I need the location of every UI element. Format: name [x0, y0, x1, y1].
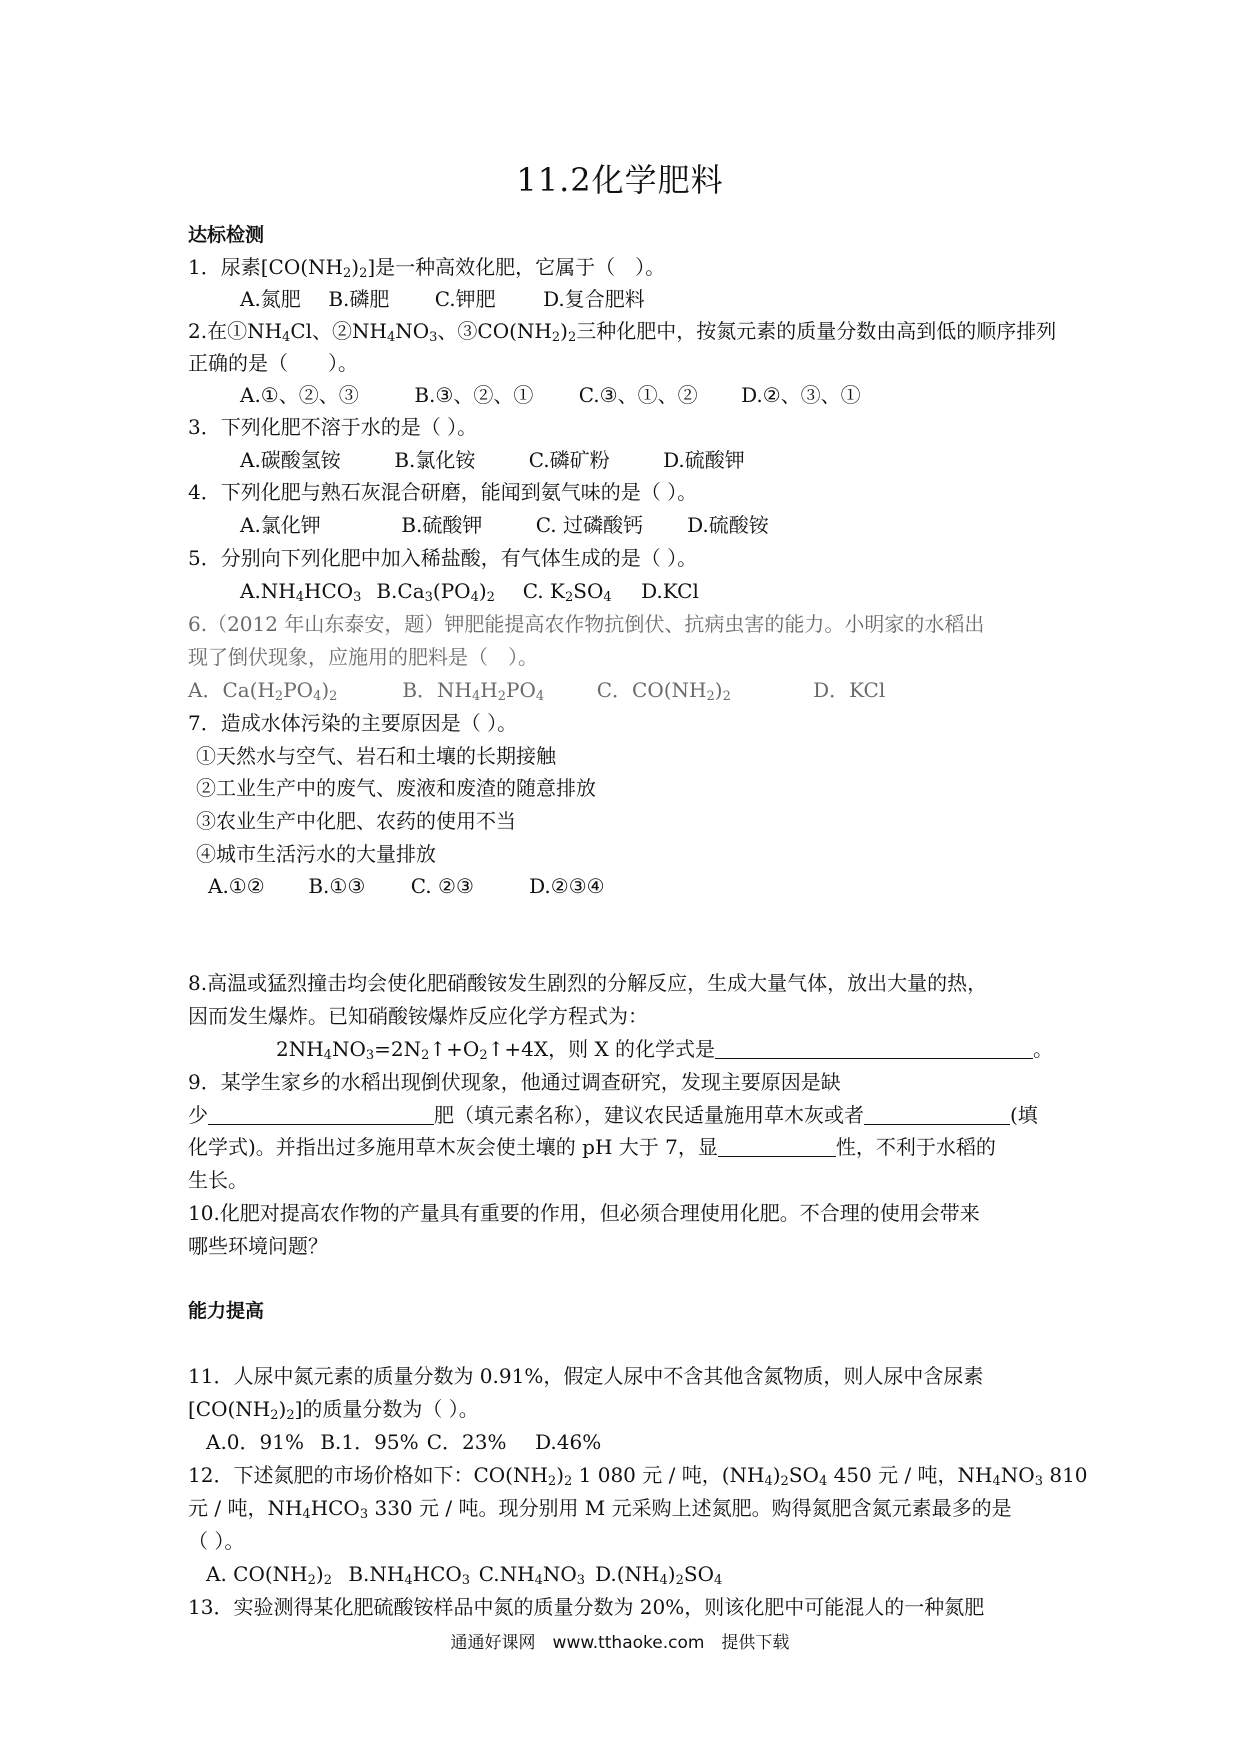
option-a: A.碳酸氢铵 — [240, 448, 341, 472]
question-7-item: ④城市生活污水的大量排放 — [196, 842, 436, 866]
option-b: B.①③ — [308, 874, 366, 898]
section-heading-standard-test: 达标检测 — [188, 224, 265, 246]
question-7-options — [208, 873, 605, 899]
question-10-stem-line2: 哪些环境问题？ — [188, 1234, 328, 1258]
option-c: $C.NH_4NO_3$ — [478, 1562, 586, 1588]
question-9-stem: 9．某学生家乡的水稻出现倒伏现象，他通过调查研究，发现主要原因是缺 — [188, 1070, 841, 1094]
option-b: B．$NH_4H_2PO_4$ — [402, 678, 545, 704]
question-4-stem: 4．下列化肥与熟石灰混合研磨，能闻到氨气味的是（ ）。 — [188, 480, 698, 504]
question-4-options — [240, 512, 769, 538]
question-8-stem: 8.高温或猛烈撞击均会使化肥硝酸铵发生剧烈的分解反应，生成大量气体，放出大量的热， — [188, 971, 988, 995]
option-d: D.硫酸铵 — [687, 513, 769, 537]
question-13-stem: 13．实验测得某化肥硫酸铵样品中氮的质量分数为 20%，则该化肥中可能混人的一种氮肥 — [188, 1595, 985, 1619]
question-7-stem: 7．造成水体污染的主要原因是（ ）。 — [188, 711, 518, 735]
question-2-stem: 2.在$①NH_4Cl$、$②NH_4NO_3$、$③CO(NH_2)_2$三种化肥中，按氮元素的质量分数由高到低的顺序排列 — [188, 319, 1057, 345]
option-d: D．KCl — [813, 678, 886, 702]
answer-blank[interactable] — [718, 1136, 836, 1157]
option-c: C.磷矿粉 — [528, 448, 610, 472]
question-9-stem-line3: 化学式)。并指出过多施用草木灰会使土壤的 pH 大于 7，显 性，不利于水稻的 — [188, 1135, 996, 1159]
answer-blank[interactable] — [864, 1104, 1010, 1125]
option-c: C.钾肥 — [434, 287, 496, 311]
question-7-item: ②工业生产中的废气、废液和废渣的随意排放 — [196, 776, 596, 800]
option-d: $D.(NH_4)_2SO_4$ — [595, 1562, 723, 1588]
option-c: C. $K_2SO_4$ — [522, 579, 612, 605]
question-1-stem: 1．尿素$[CO(NH_2)_2]$是一种高效化肥，它属于（ ）。 — [188, 255, 666, 281]
question-2-options — [240, 382, 861, 408]
question-11-stem-line2: $[CO(NH_2)_2]$的质量分数为（ ）。 — [188, 1397, 479, 1423]
option-a: A.0．91% — [206, 1430, 304, 1454]
option-c: C. 过磷酸钙 — [535, 513, 644, 537]
option-d: D.KCl — [641, 579, 699, 603]
option-b: B.氯化铵 — [394, 448, 476, 472]
question-3-stem: 3．下列化肥不溶于水的是（ ）。 — [188, 415, 478, 439]
question-9-stem-line4: 生长。 — [188, 1168, 248, 1192]
question-11-options — [206, 1429, 601, 1455]
option-d: D.复合肥料 — [543, 287, 645, 311]
question-7-item: ①天然水与空气、岩石和土壤的长期接触 — [196, 744, 556, 768]
question-5-stem: 5．分别向下列化肥中加入稀盐酸，有气体生成的是（ ）。 — [188, 546, 698, 570]
option-a: A. $CO(NH_2)_2$ — [206, 1562, 332, 1588]
question-7-item: ③农业生产中化肥、农药的使用不当 — [196, 809, 516, 833]
option-b: B.1．95% — [320, 1430, 419, 1454]
question-6-stem-line2: 现了倒伏现象，应施用的肥料是（ ）。 — [188, 645, 538, 669]
question-9-stem-line2: 少 肥（填元素名称），建议农民适量施用草木灰或者 (填 — [188, 1103, 1038, 1127]
option-a: A.①② — [208, 874, 265, 898]
question-6-stem: 6.（2012 年山东泰安，题）钾肥能提高农作物抗倒伏、抗病虫害的能力。小明家的水稻出 — [188, 612, 985, 636]
option-a: $A.NH_4HCO_3$ — [240, 579, 362, 605]
question-8-equation: $2NH_4NO_3=2N_2↑+O_2↑+4X$，则 X 的化学式是 。 — [276, 1037, 1054, 1063]
question-12-options — [206, 1561, 722, 1587]
option-d: D.46% — [535, 1430, 602, 1454]
option-b: $B.NH_4HCO_3$ — [348, 1562, 471, 1588]
option-a: A.①、②、③ — [240, 383, 359, 407]
option-b: B.硫酸钾 — [401, 513, 483, 537]
option-c: C．23% — [426, 1430, 507, 1454]
option-b: B.磷肥 — [328, 287, 390, 311]
question-11-stem: 11．人尿中氮元素的质量分数为 0.91%，假定人尿中不含其他含氮物质，则人尿中含尿素 — [188, 1364, 984, 1388]
page-footer: 通通好课网 www.tthaoke.com 提供下载 — [450, 1633, 790, 1653]
option-a: A．$Ca(H_2PO_4)_2$ — [188, 678, 338, 704]
answer-blank[interactable] — [715, 1038, 1033, 1059]
option-c: C. ②③ — [410, 874, 474, 898]
question-12-stem-line3: （ ）。 — [188, 1529, 245, 1553]
option-b: $B.Ca_3(PO_4)_2$ — [376, 579, 495, 605]
section-heading-ability: 能力提高 — [188, 1300, 265, 1322]
question-5-options — [240, 578, 699, 604]
question-8-stem-line2: 因而发生爆炸。已知硝酸铵爆炸反应化学方程式为： — [188, 1004, 648, 1028]
question-1-options — [240, 286, 645, 312]
question-3-options — [240, 447, 745, 473]
option-c: C．$CO(NH_2)_2$ — [596, 678, 731, 704]
question-6-options — [188, 677, 885, 703]
page-title: 11.2化学肥料 — [516, 161, 724, 199]
question-12-stem: 12．下述氮肥的市场价格如下：$CO(NH_2)_2$ 1 080 元 / 吨，$(NH_4)_2SO_4$ 450 元 / 吨，$NH_4NO_3$ 810 — [188, 1463, 1088, 1489]
question-10-stem: 10.化肥对提高农作物的产量具有重要的作用，但必须合理使用化肥。不合理的使用会带来 — [188, 1201, 980, 1225]
option-d: D.硫酸钾 — [663, 448, 745, 472]
option-a: A.氮肥 — [240, 287, 301, 311]
option-b: B.③、②、① — [414, 383, 534, 407]
option-d: D.②、③、① — [741, 383, 861, 407]
option-c: C.③、①、② — [578, 383, 698, 407]
option-d: D.②③④ — [529, 874, 605, 898]
question-2-stem-line2: 正确的是（ ）。 — [188, 351, 358, 375]
question-12-stem-line2: 元 / 吨，$NH_4HCO_3$ 330 元 / 吨。现分别用 M 元采购上述氮肥。购得氮肥含氮元素最多的是 — [188, 1496, 1012, 1522]
answer-blank[interactable] — [208, 1104, 434, 1125]
option-a: A.氯化钾 — [240, 513, 321, 537]
